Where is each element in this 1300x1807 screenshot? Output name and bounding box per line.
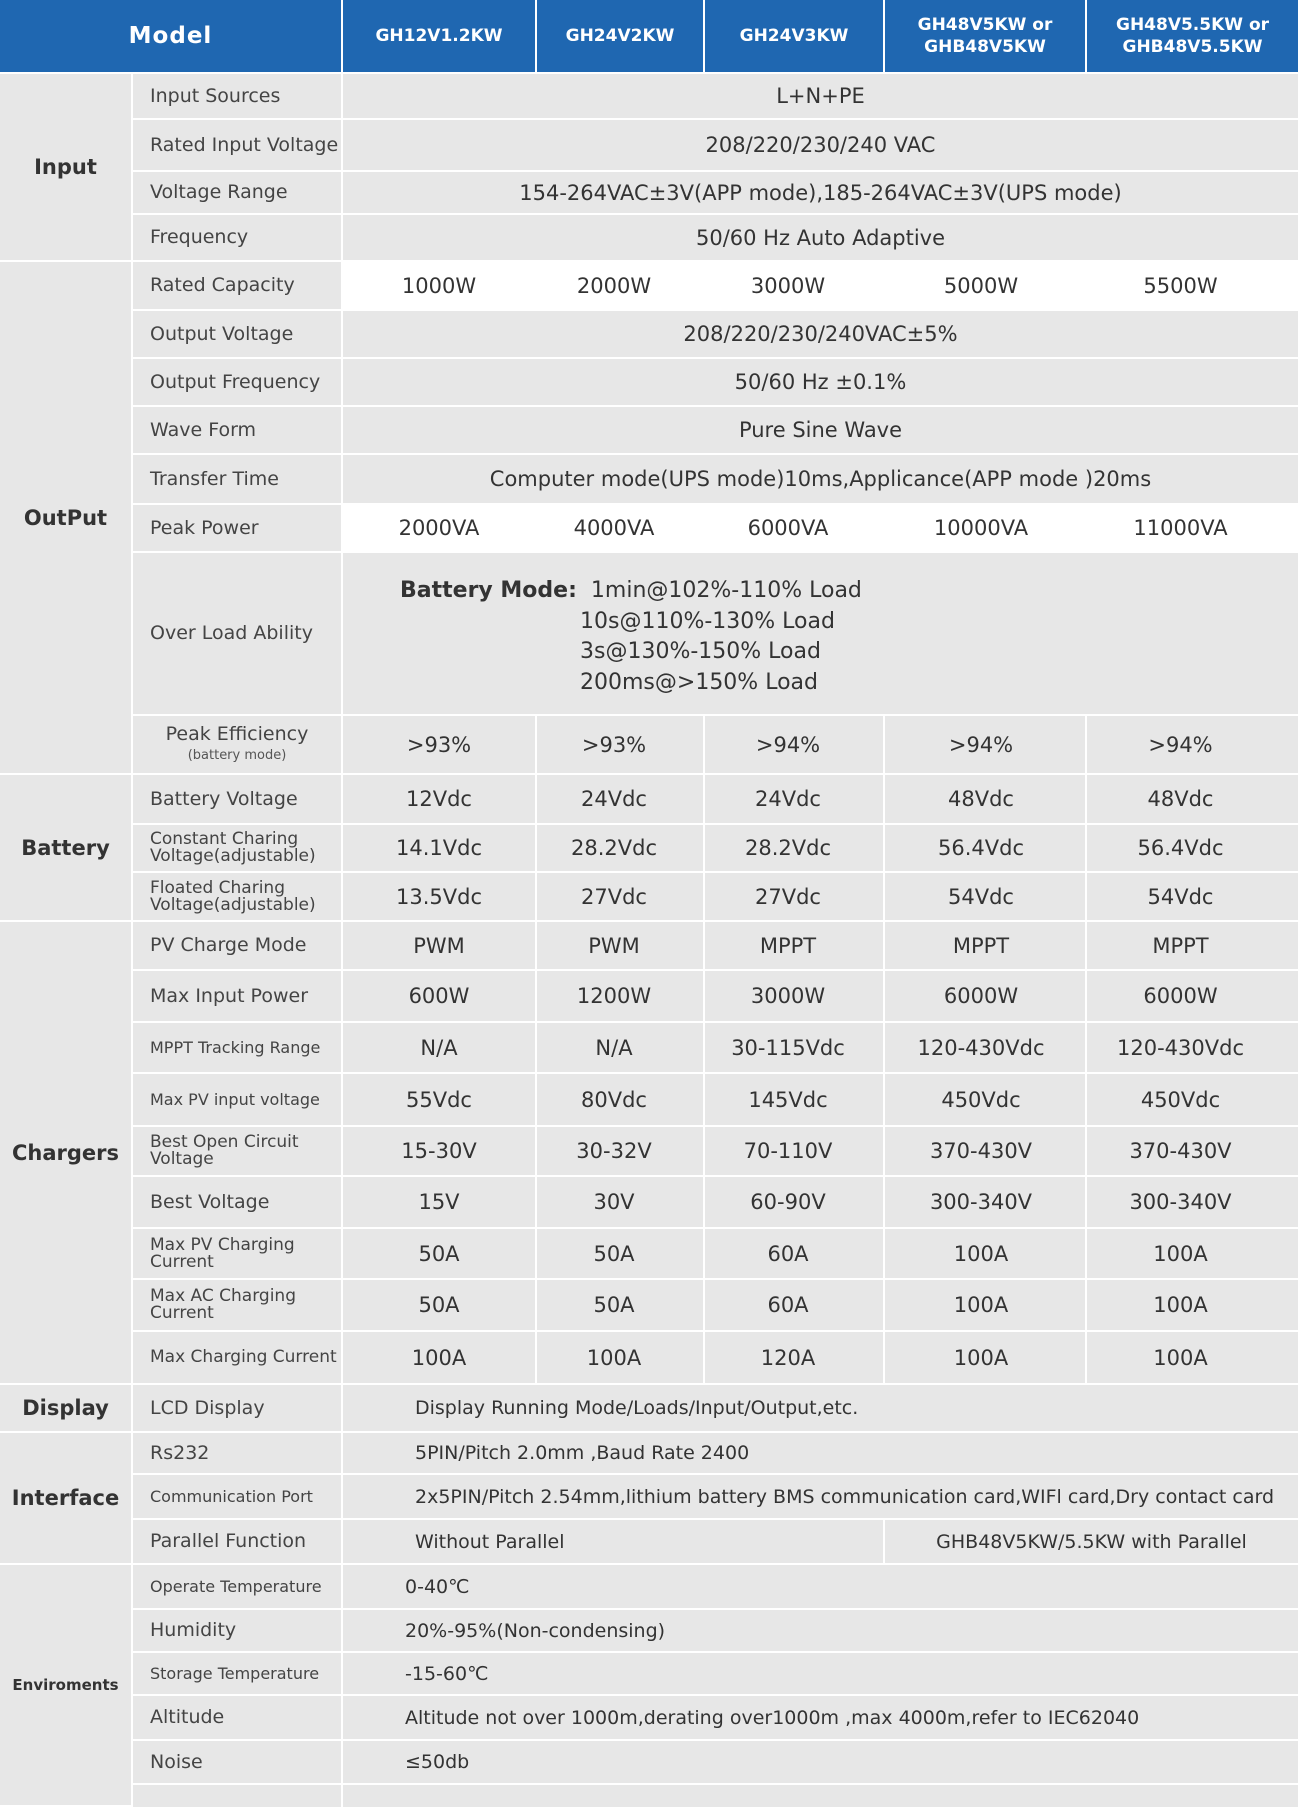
label-chargers-best-ocv: Best Open Circuit Voltage: [133, 1127, 341, 1175]
value-output-rated-capacity-2: 2000W: [537, 262, 703, 309]
label-chargers-max-input-power: Max Input Power: [133, 971, 341, 1021]
header-model: Model: [0, 0, 341, 72]
value-chargers-best-voltage-4: 300-340V: [885, 1177, 1085, 1227]
value-chargers-max-current-4: 100A: [885, 1332, 1085, 1383]
value-battery-constant-2: 28.2Vdc: [537, 825, 703, 871]
group-battery: Battery: [0, 775, 131, 920]
value-output-transfer-time: Computer mode(UPS mode)10ms,Applicance(APP mode )20ms: [343, 455, 1298, 503]
group-interface: Interface: [0, 1433, 131, 1563]
label-environments-humidity: Humidity: [133, 1610, 341, 1651]
label-environments-operate-temp: Operate Temperature: [133, 1565, 341, 1608]
value-battery-constant-4: 56.4Vdc: [885, 825, 1085, 871]
label-display-lcd: LCD Display: [133, 1385, 341, 1431]
value-output-voltage: 208/220/230/240VAC±5%: [343, 311, 1298, 357]
group-input: Input: [0, 74, 131, 260]
label-output-rated-capacity: Rated Capacity: [133, 262, 341, 309]
value-battery-floated-2: 27Vdc: [537, 873, 703, 920]
value-chargers-max-pv-current-2: 50A: [537, 1229, 703, 1278]
value-chargers-max-ac-current-4: 100A: [885, 1280, 1085, 1330]
label-chargers-max-pv-current: Max PV Charging Current: [133, 1229, 341, 1278]
label-input-rated-voltage: Rated Input Voltage: [133, 120, 341, 170]
value-battery-voltage-1: 12Vdc: [343, 775, 535, 823]
label-input-voltage-range: Voltage Range: [133, 172, 341, 213]
value-output-rated-capacity-1: 1000W: [343, 262, 535, 309]
value-chargers-mppt-range-4: 120-430Vdc: [885, 1023, 1085, 1072]
value-input-rated-voltage: 208/220/230/240 VAC: [343, 120, 1298, 170]
value-battery-voltage-2: 24Vdc: [537, 775, 703, 823]
value-output-frequency: 50/60 Hz ±0.1%: [343, 359, 1298, 405]
group-output: OutPut: [0, 262, 131, 773]
label-battery-constant: Constant Charing Voltage(adjustable): [133, 825, 341, 871]
value-chargers-max-input-power-3: 3000W: [705, 971, 883, 1021]
value-chargers-best-ocv-4: 370-430V: [885, 1127, 1085, 1175]
value-empty-trailing: [343, 1785, 1298, 1807]
value-output-peak-efficiency-2: >93%: [537, 716, 703, 773]
label-empty-trailing: [133, 1785, 341, 1807]
value-chargers-max-pv-current-5: 100A: [1087, 1229, 1298, 1278]
row-label-text: Peak Efficiency: [165, 722, 309, 745]
value-chargers-max-pv-voltage-1: 55Vdc: [343, 1074, 535, 1125]
value-environments-altitude: Altitude not over 1000m,derating over1000m ,max 4000m,refer to IEC62040: [343, 1696, 1298, 1739]
value-output-rated-capacity-3: 3000W: [705, 262, 883, 309]
value-chargers-max-pv-current-4: 100A: [885, 1229, 1085, 1278]
value-output-peak-efficiency-1: >93%: [343, 716, 535, 773]
value-battery-voltage-3: 24Vdc: [705, 775, 883, 823]
value-output-peak-power-3: 6000VA: [705, 505, 883, 551]
label-interface-parallel: Parallel Function: [133, 1520, 341, 1563]
value-battery-constant-5: 56.4Vdc: [1087, 825, 1298, 871]
label-environments-noise: Noise: [133, 1741, 341, 1783]
value-chargers-max-current-1: 100A: [343, 1332, 535, 1383]
label-environments-storage-temp: Storage Temperature: [133, 1653, 341, 1694]
label-battery-voltage: Battery Voltage: [133, 775, 341, 823]
header-model-4: GH48V5KW or GHB48V5KW: [885, 0, 1085, 72]
value-chargers-best-ocv-5: 370-430V: [1087, 1127, 1298, 1175]
value-chargers-pv-mode-2: PWM: [537, 922, 703, 969]
value-chargers-best-voltage-3: 60-90V: [705, 1177, 883, 1227]
value-chargers-best-voltage-1: 15V: [343, 1177, 535, 1227]
header-model-5: GH48V5.5KW or GHB48V5.5KW: [1087, 0, 1298, 72]
value-output-peak-efficiency-4: >94%: [885, 716, 1085, 773]
label-output-frequency: Output Frequency: [133, 359, 341, 405]
value-chargers-mppt-range-1: N/A: [343, 1023, 535, 1072]
value-output-peak-efficiency-3: >94%: [705, 716, 883, 773]
value-input-frequency: 50/60 Hz Auto Adaptive: [343, 215, 1298, 260]
value-interface-rs232: 5PIN/Pitch 2.0mm ,Baud Rate 2400: [343, 1433, 1298, 1473]
value-environments-storage-temp: -15-60℃: [343, 1653, 1298, 1694]
value-battery-voltage-4: 48Vdc: [885, 775, 1085, 823]
value-chargers-best-ocv-3: 70-110V: [705, 1127, 883, 1175]
value-chargers-best-voltage-5: 300-340V: [1087, 1177, 1298, 1227]
value-battery-floated-4: 54Vdc: [885, 873, 1085, 920]
over-load-line-1: 1min@102%-110% Load: [590, 578, 862, 603]
value-chargers-pv-mode-1: PWM: [343, 922, 535, 969]
value-chargers-best-ocv-2: 30-32V: [537, 1127, 703, 1175]
value-chargers-mppt-range-5: 120-430Vdc: [1087, 1023, 1298, 1072]
label-input-frequency: Frequency: [133, 215, 341, 260]
value-output-peak-power-4: 10000VA: [885, 505, 1085, 551]
label-output-peak-efficiency: [133, 716, 341, 773]
value-chargers-max-current-2: 100A: [537, 1332, 703, 1383]
value-chargers-max-ac-current-1: 50A: [343, 1280, 535, 1330]
value-interface-parallel-b: GHB48V5KW/5.5KW with Parallel: [885, 1520, 1298, 1563]
value-environments-noise: ≤50db: [343, 1741, 1298, 1783]
label-chargers-mppt-range: MPPT Tracking Range: [133, 1023, 341, 1072]
value-battery-floated-3: 27Vdc: [705, 873, 883, 920]
value-chargers-max-input-power-2: 1200W: [537, 971, 703, 1021]
value-chargers-max-pv-current-3: 60A: [705, 1229, 883, 1278]
label-environments-altitude: Altitude: [133, 1696, 341, 1739]
value-input-sources: L+N+PE: [343, 74, 1298, 118]
value-chargers-pv-mode-3: MPPT: [705, 922, 883, 969]
value-chargers-best-voltage-2: 30V: [537, 1177, 703, 1227]
value-chargers-max-input-power-5: 6000W: [1087, 971, 1298, 1021]
value-chargers-max-pv-voltage-5: 450Vdc: [1087, 1074, 1298, 1125]
label-output-wave-form: Wave Form: [133, 407, 341, 453]
value-output-peak-power-1: 2000VA: [343, 505, 535, 551]
value-environments-humidity: 20%-95%(Non-condensing): [343, 1610, 1298, 1651]
label-chargers-max-current: Max Charging Current: [133, 1332, 341, 1383]
value-display-lcd: Display Running Mode/Loads/Input/Output,etc.: [343, 1385, 1298, 1431]
label-chargers-max-ac-current: Max AC Charging Current: [133, 1280, 341, 1330]
row-sublabel: (battery mode): [187, 747, 287, 763]
value-chargers-max-input-power-4: 6000W: [885, 971, 1085, 1021]
value-output-rated-capacity-4: 5000W: [885, 262, 1085, 309]
header-model-3: GH24V3KW: [705, 0, 883, 72]
value-chargers-max-input-power-1: 600W: [343, 971, 535, 1021]
value-interface-parallel-a: Without Parallel: [343, 1520, 883, 1563]
value-battery-constant-1: 14.1Vdc: [343, 825, 535, 871]
label-output-peak-power: Peak Power: [133, 505, 341, 551]
over-load-line-3: 3s@130%-150% Load: [580, 639, 821, 664]
label-output-voltage: Output Voltage: [133, 311, 341, 357]
label-input-sources: Input Sources: [133, 74, 341, 118]
label-chargers-best-voltage: Best Voltage: [133, 1177, 341, 1227]
value-output-peak-power-5: 11000VA: [1087, 505, 1298, 551]
label-interface-rs232: Rs232: [133, 1433, 341, 1473]
value-output-peak-power-2: 4000VA: [537, 505, 703, 551]
label-battery-floated: Floated Charing Voltage(adjustable): [133, 873, 341, 920]
group-environments: Enviroments: [0, 1565, 131, 1805]
group-display: Display: [0, 1385, 131, 1431]
value-chargers-pv-mode-4: MPPT: [885, 922, 1085, 969]
label-chargers-max-pv-voltage: Max PV input voltage: [133, 1074, 341, 1125]
value-battery-floated-5: 54Vdc: [1087, 873, 1298, 920]
value-chargers-max-current-5: 100A: [1087, 1332, 1298, 1383]
value-battery-constant-3: 28.2Vdc: [705, 825, 883, 871]
value-output-rated-capacity-5: 5500W: [1087, 262, 1298, 309]
battery-mode-label: Battery Mode:: [400, 578, 577, 603]
value-chargers-pv-mode-5: MPPT: [1087, 922, 1298, 969]
label-chargers-pv-mode: PV Charge Mode: [133, 922, 341, 969]
over-load-line-2: 10s@110%-130% Load: [580, 608, 835, 634]
value-environments-operate-temp: 0-40℃: [343, 1565, 1298, 1608]
label-output-over-load: Over Load Ability: [133, 553, 341, 714]
value-chargers-mppt-range-3: 30-115Vdc: [705, 1023, 883, 1072]
value-interface-comm-port: 2x5PIN/Pitch 2.54mm,lithium battery BMS communication card,WIFl card,Dry contact card: [343, 1475, 1298, 1518]
header-model-1: GH12V1.2KW: [343, 0, 535, 72]
value-battery-voltage-5: 48Vdc: [1087, 775, 1298, 823]
value-chargers-max-pv-voltage-3: 145Vdc: [705, 1074, 883, 1125]
over-load-values: [400, 576, 862, 698]
value-chargers-best-ocv-1: 15-30V: [343, 1127, 535, 1175]
label-output-transfer-time: Transfer Time: [133, 455, 341, 503]
value-chargers-mppt-range-2: N/A: [537, 1023, 703, 1072]
value-chargers-max-ac-current-2: 50A: [537, 1280, 703, 1330]
header-model-2: GH24V2KW: [537, 0, 703, 72]
label-interface-comm-port: Communication Port: [133, 1475, 341, 1518]
value-output-peak-efficiency-5: >94%: [1087, 716, 1298, 773]
value-output-wave-form: Pure Sine Wave: [343, 407, 1298, 453]
value-chargers-max-ac-current-3: 60A: [705, 1280, 883, 1330]
value-chargers-max-ac-current-5: 100A: [1087, 1280, 1298, 1330]
over-load-line-4: 200ms@>150% Load: [580, 669, 818, 695]
value-chargers-max-pv-current-1: 50A: [343, 1229, 535, 1278]
value-input-voltage-range: 154-264VAC±3V(APP mode),185-264VAC±3V(UPS mode): [343, 172, 1298, 213]
value-chargers-max-current-3: 120A: [705, 1332, 883, 1383]
group-chargers: Chargers: [0, 922, 131, 1383]
value-chargers-max-pv-voltage-4: 450Vdc: [885, 1074, 1085, 1125]
value-chargers-max-pv-voltage-2: 80Vdc: [537, 1074, 703, 1125]
value-battery-floated-1: 13.5Vdc: [343, 873, 535, 920]
